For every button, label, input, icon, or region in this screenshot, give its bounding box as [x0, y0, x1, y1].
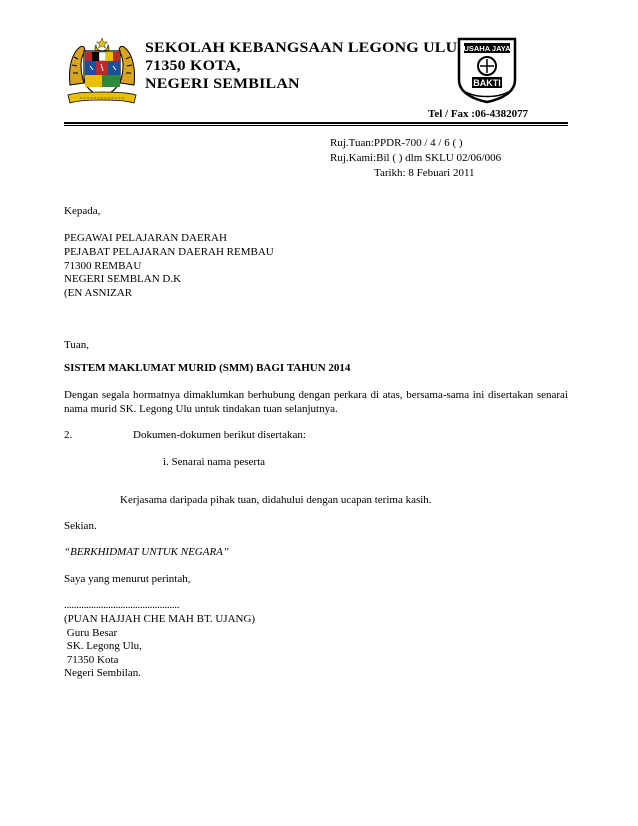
coat-of-arms-logo — [66, 37, 138, 107]
recipient-line3: 71300 REMBAU — [64, 260, 142, 272]
school-logo — [456, 36, 518, 104]
tel-fax: Tel / Fax :06-4382077 — [428, 108, 529, 120]
signatory-school: SK. Legong Ulu, — [64, 640, 142, 652]
subject: SISTEM MAKLUMAT MURID (SMM) BAGI TAHUN 2014 — [64, 362, 351, 374]
item-text: Dokumen-dokumen berikut disertakan: — [133, 429, 306, 441]
signatory-name: (PUAN HAJJAH CHE MAH BT. UJANG) — [64, 613, 256, 625]
ruj-kami: Ruj.Kami:Bil ( ) dlm SKLU 02/06/006 — [330, 152, 502, 164]
recipient-line4: NEGERI SEMBLAN D.K — [64, 273, 182, 285]
item-number: 2. — [64, 429, 73, 441]
motto: “BERKHIDMAT UNTUK NEGARA” — [64, 546, 230, 558]
closing: Sekian. — [64, 520, 97, 532]
kepada: Kepada, — [64, 205, 101, 217]
school-address-line1: 71350 KOTA, — [145, 58, 241, 74]
sub-item: i. Senarai nama peserta — [163, 456, 266, 468]
signatory-postcode: 71350 Kota — [64, 654, 119, 666]
header-divider — [64, 122, 568, 124]
logo-top-text: USAHA JAYA — [463, 44, 511, 53]
school-name: SEKOLAH KEBANGSAAN LEGONG ULU — [145, 40, 458, 56]
recipient-line5: (EN ASNIZAR — [64, 287, 133, 299]
recipient-line2: PEJABAT PELAJARAN DAERAH REMBAU — [64, 246, 274, 258]
paragraph-1: Dengan segala hormatnya dimaklumkan berhubung dengan perkara di atas, bersama-sama ini disertakan senarai nama murid SK. Legong Ulu untuk tindakan tuan selanjutnya. — [64, 389, 568, 415]
signature-dots: ............................................... — [64, 599, 180, 611]
ruj-tuan: Ruj.Tuan:PPDR-700 / 4 / 6 ( ) — [330, 137, 463, 149]
header-divider-thin — [64, 125, 568, 126]
tarikh: Tarikh: 8 Febuari 2011 — [374, 167, 475, 179]
thanks: Kerjasama daripada pihak tuan, didahului dengan ucapan terima kasih. — [120, 494, 432, 506]
salutation: Tuan, — [64, 339, 89, 351]
logo-bottom-text: BAKTI — [473, 78, 501, 88]
school-address-line2: NEGERI SEMBILAN — [145, 76, 300, 92]
signatory-title: Guru Besar — [64, 627, 118, 639]
order: Saya yang menurut perintah, — [64, 573, 191, 585]
recipient-line1: PEGAWAI PELAJARAN DAERAH — [64, 232, 227, 244]
signatory-state: Negeri Sembilan. — [64, 667, 141, 679]
